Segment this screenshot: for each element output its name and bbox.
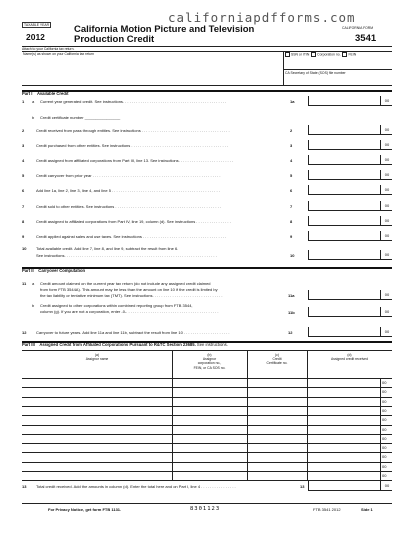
table-row[interactable] — [22, 462, 392, 471]
table-row-cents: 00 — [382, 389, 387, 395]
line-amount[interactable]: 00 — [308, 185, 393, 194]
corp-label: Corporation no. — [317, 52, 341, 57]
table-row-cents: 00 — [382, 454, 387, 460]
line-number: 6 — [290, 188, 293, 193]
line12-text: Carryover to future years. Add line 11a and line 11b, subtract the result from line 10 . . . . . . . . . . . . . . . . . . . . . — [36, 330, 230, 335]
line-text2: See instructions. . . . . . . . . . . . . . . . . . . . . . . . . . . . . . . . . . . . . . . . . . . . . . . . . . . . . . . . . . . . . . . . . . . . . — [36, 253, 217, 258]
tax-year: 2012 — [26, 32, 45, 42]
line-num: 4 — [22, 158, 25, 163]
line-text: Total available credit. Add line 7, line 8, and line 9, subtract the result from line 6. — [36, 246, 179, 251]
line-sub: b — [32, 115, 35, 120]
line-amount[interactable]: 00 — [308, 125, 393, 134]
table-row[interactable] — [22, 425, 392, 434]
ssn-label: SSN or ITIN — [291, 52, 310, 57]
part3-title-suffix: See instructions. — [196, 342, 228, 347]
form-code: 8301123 — [190, 506, 221, 512]
line-number: 7 — [290, 204, 293, 209]
line12-number: 12 — [288, 330, 293, 335]
col-d-header: (d) Assigned credit received — [331, 353, 368, 362]
table-row-cents: 00 — [382, 473, 387, 478]
part1-label: Part I — [22, 91, 33, 96]
line13-number: 13 — [300, 484, 305, 489]
line-number: 2 — [290, 128, 293, 133]
line-number: 3 — [290, 143, 293, 148]
line-num: 8 — [22, 219, 25, 224]
table-row-cents: 00 — [382, 426, 387, 432]
ssn-checkbox[interactable] — [285, 52, 290, 57]
line11a-number: 11a — [288, 293, 295, 298]
line11a-text1: Credit amount claimed on the current year tax return (do not include any assigned credit claimed — [40, 281, 211, 286]
name-field[interactable] — [22, 56, 282, 84]
line11a-text2: from form FTB 3544A). This amount may be less than the amount on line 10 if the credit is limited by — [40, 287, 218, 292]
part2-label: Part II — [22, 268, 34, 273]
line-amount[interactable]: 00 — [308, 170, 393, 179]
line-number: 5 — [290, 173, 293, 178]
line-num: 6 — [22, 188, 25, 193]
line-text: Credit certificate number ________________ — [40, 115, 121, 120]
line-sub: a — [32, 99, 35, 104]
line-text: Current year generated credit. See instructions. . . . . . . . . . . . . . . . . . . . . . . . . . . . . . . . . . . . . . . . . . . . . . . — [40, 99, 227, 104]
line-num: 5 — [22, 173, 25, 178]
line-number: 9 — [290, 234, 293, 239]
fein-label: FEIN — [348, 52, 357, 57]
form-title-line1: California Motion Picture and Television — [74, 24, 255, 35]
assignor-table — [22, 350, 392, 481]
table-row-cents: 00 — [382, 417, 387, 423]
part2-header — [22, 268, 392, 273]
line-number: 10 — [290, 253, 295, 258]
line11a-text3: the tax liability or tentative minimum tax (TMT). See instructions. . . . . . . . . . . . . . . . . . . . . . . . . . . . . . . . — [40, 293, 223, 298]
line13-text: Total credit received. Add the amounts in column (d). Enter the total here and on Part I, line 4 . . . . . . . . . . . . . . . . — [36, 484, 236, 489]
col-a-header: (a) Assignor name — [85, 353, 109, 362]
line-num: 2 — [22, 128, 25, 133]
fein-checkbox[interactable] — [342, 52, 347, 57]
footer-form-ref: FTB 3541 2012 — [313, 507, 341, 512]
footer-side: Side 1 — [361, 507, 373, 512]
line-amount[interactable]: 00 — [308, 250, 393, 259]
line-number: 1a — [290, 99, 295, 104]
line12-amount[interactable]: 00 — [308, 327, 393, 336]
table-row-cents: 00 — [382, 398, 387, 404]
col-c-header: (c) Credit Certificate no. — [266, 353, 288, 366]
name-label: Name(s) as shown on your California tax return — [23, 52, 95, 56]
table-row[interactable] — [22, 378, 392, 387]
attach-note: Attach to your California tax return. — [22, 47, 75, 51]
line13-amount[interactable]: 00 — [308, 481, 393, 490]
line-text: Credit applied against sales and use taxes. See instructions . . . . . . . . . . . . . . . . . . . . . . . . . . . . . . . . . . . . . . — [36, 234, 227, 239]
line-amount[interactable]: 00 — [308, 96, 393, 105]
line-num: 1 — [22, 99, 25, 104]
table-row[interactable] — [22, 471, 392, 480]
sos-label: CA Secretary of State (SOS) file number — [285, 71, 346, 75]
line-text: Credit assigned from affiliated corporations from Part III, line 13. See instructions. . . . . . . . . . . . . . . . . . . . . . . . . — [36, 158, 234, 163]
line-num: 10 — [22, 246, 27, 251]
table-row[interactable] — [22, 443, 392, 452]
col-b-header: (b) Assignor corporation no., FEIN, or CA SOS no. — [193, 353, 226, 370]
line-amount[interactable]: 00 — [308, 231, 393, 240]
table-row-cents: 00 — [382, 435, 387, 441]
line-amount[interactable]: 00 — [308, 216, 393, 225]
table-row[interactable] — [22, 397, 392, 406]
part3-label: Part III — [22, 342, 35, 347]
line-amount[interactable]: 00 — [308, 201, 393, 210]
part1-title: Available Credit — [36, 91, 69, 96]
line-text: Credit carryover from prior year . . . . . . . . . . . . . . . . . . . . . . . . . . . . . . . . . . . . . . . . . . . . . . . . . . . . . . . . . . — [36, 173, 221, 178]
line-num: 3 — [22, 143, 25, 148]
form-number: 3541 — [355, 33, 377, 44]
form-label: CALIFORNIA FORM — [342, 26, 374, 30]
part3-header — [22, 342, 392, 347]
table-row[interactable] — [22, 415, 392, 424]
form-title-line2: Production Credit — [74, 34, 155, 45]
watermark: californiapdfforms.com — [168, 10, 356, 25]
table-row[interactable] — [22, 406, 392, 415]
line11b-text1: Credit assigned to other corporations within combined reporting group from FTB 3544, — [40, 303, 193, 308]
line11b-text2: column (g). If you are not a corporation, enter -0-. . . . . . . . . . . . . . . . . . . . . . . . . . . . . . . . . . . . . . . . . . — [40, 309, 219, 314]
line11b-number: 11b — [288, 310, 295, 315]
line11b-amount[interactable]: 00 — [308, 307, 393, 316]
part3-title: Assigned Credit from Affiliated Corporations Pursuant to R&TC Section 23685. — [39, 342, 196, 347]
table-row[interactable] — [22, 434, 392, 443]
line-amount[interactable]: 00 — [308, 140, 393, 149]
line-text: Add line 1a, line 2, line 3, line 4, and line 5 . . . . . . . . . . . . . . . . . . . . . . . . . . . . . . . . . . . . . . . . . . . . . . . . . — [36, 188, 220, 193]
id-type-options — [285, 52, 356, 57]
table-row-cents: 00 — [382, 445, 387, 451]
table-row[interactable] — [22, 452, 392, 461]
taxable-year-label: TAXABLE YEAR — [24, 23, 50, 27]
table-row[interactable] — [22, 387, 392, 396]
line-text: Credit assigned to affiliated corporations from Part IV, line 19, column (d). See instructions . . . . . . . . . . . . . . . . — [36, 219, 231, 224]
line-text: Credit received from pass through entities. See instructions . . . . . . . . . . . . . . . . . . . . . . . . . . . . . . . . . . . . . . . . — [36, 128, 230, 133]
line11a-amount[interactable]: 00 — [308, 290, 393, 299]
line-number: 8 — [290, 219, 293, 224]
line-text: Credit purchased from other entities. See instructions . . . . . . . . . . . . . . . . . . . . . . . . . . . . . . . . . . . . . . . . . . . . — [36, 143, 229, 148]
privacy-notice: For Privacy Notice, get form FTB 1131. — [48, 507, 122, 512]
table-row-cents: 00 — [382, 407, 387, 413]
line-text: Credit sold to other entities. See instructions . . . . . . . . . . . . . . . . . . . . . . . . . . . . . . . . . . . . . . . . . . . . . . . . — [36, 204, 221, 209]
corp-checkbox[interactable] — [311, 52, 316, 57]
line-num: 7 — [22, 204, 25, 209]
part2-title: Carryover Computation — [38, 268, 86, 273]
line-number: 4 — [290, 158, 293, 163]
line-num: 9 — [22, 234, 25, 239]
table-row-cents: 00 — [382, 463, 387, 469]
line-amount[interactable]: 00 — [308, 155, 393, 164]
table-row-cents: 00 — [382, 380, 387, 385]
